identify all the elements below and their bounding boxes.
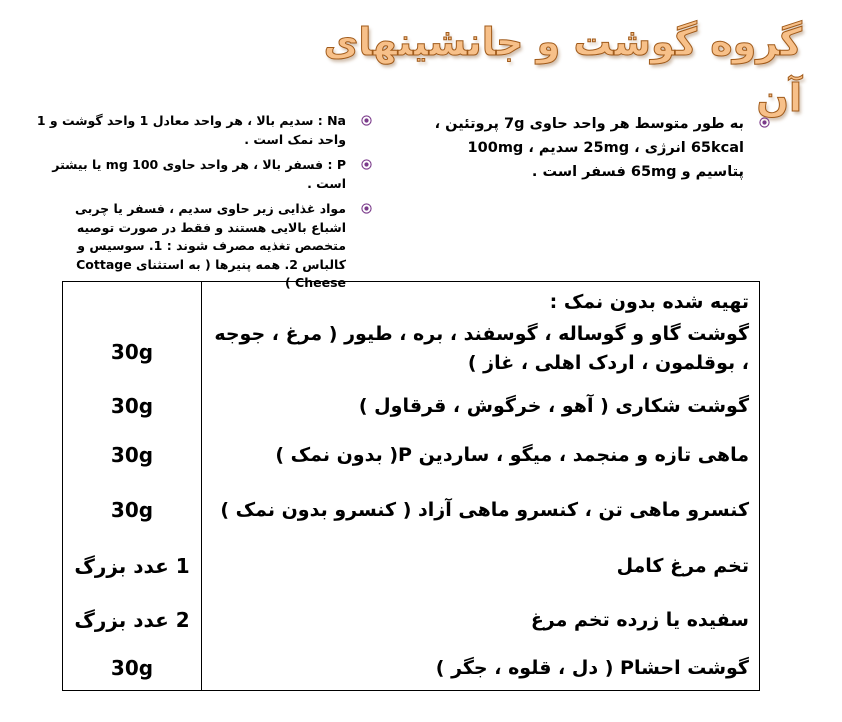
meat-exchange-table <box>62 281 760 691</box>
note-phosphorus <box>36 156 372 193</box>
amount-cell: 30g <box>110 443 154 467</box>
summary-text: به طور متوسط هر واحد حاوی 7g پروتئین ، 65kcal انرژی ، 25mg سدیم ، 100mg پتاسیم و 65mg فسفر است . <box>434 116 744 180</box>
circle-bullet-icon <box>759 117 770 128</box>
food-cell: گوشت گاو و گوساله ، گوسفند ، بره ، طیور ( مرغ ، جوجه ، بوقلمون ، اردک اهلی ، غاز ) <box>214 323 749 374</box>
food-cell: گوشت شکاری ( آهو ، خرگوش ، قرقاول ) <box>358 395 749 417</box>
food-cell: ماهی تازه و منجمد ، میگو ، ساردین P( بدون نمک ) <box>275 444 749 466</box>
notes-column <box>36 112 372 300</box>
summary-column <box>430 112 770 184</box>
note-text: مواد غذایی زیر حاوی سدیم ، فسفر یا چربی اشباع بالایی هستند و فقط در صورت توصیه متخصص تغذیه مصرف شوند : 1. سوسیس و کالباس 2. همه پنیرها ( به استثنای Cottage Cheese ) <box>74 201 346 290</box>
food-cell: گوشت احشاP ( دل ، قلوه ، جگر ) <box>435 657 749 679</box>
note-text: Na : سدیم بالا ، هر واحد معادل 1 واحد گوشت و 1 واحد نمک است . <box>36 113 346 147</box>
food-cell: سفیده یا زرده تخم مرغ <box>530 609 749 631</box>
note-warning <box>36 200 372 293</box>
amount-cell: 30g <box>110 394 154 418</box>
circle-bullet-icon <box>361 159 372 170</box>
table-header: تهیه شده بدون نمک : <box>549 291 749 313</box>
food-cell: کنسرو ماهی تن ، کنسرو ماهی آزاد ( کنسرو بدون نمک ) <box>220 499 749 521</box>
amount-cell: 30g <box>110 656 154 680</box>
amount-cell: 30g <box>110 498 154 522</box>
amount-cell: 2 عدد بزرگ <box>74 608 190 632</box>
circle-bullet-icon <box>361 115 372 126</box>
note-sodium <box>36 112 372 149</box>
amount-cell: 1 عدد بزرگ <box>74 554 190 578</box>
circle-bullet-icon <box>361 203 372 214</box>
page-title: گروه گوشت و جانشینهای آن <box>323 20 802 120</box>
column-divider <box>201 282 202 690</box>
summary-bullet <box>430 112 770 184</box>
food-cell: تخم مرغ کامل <box>616 555 749 577</box>
amount-cell: 30g <box>110 340 154 364</box>
note-text: P : فسفر بالا ، هر واحد حاوی 100 mg یا بیشتر است . <box>52 157 346 191</box>
